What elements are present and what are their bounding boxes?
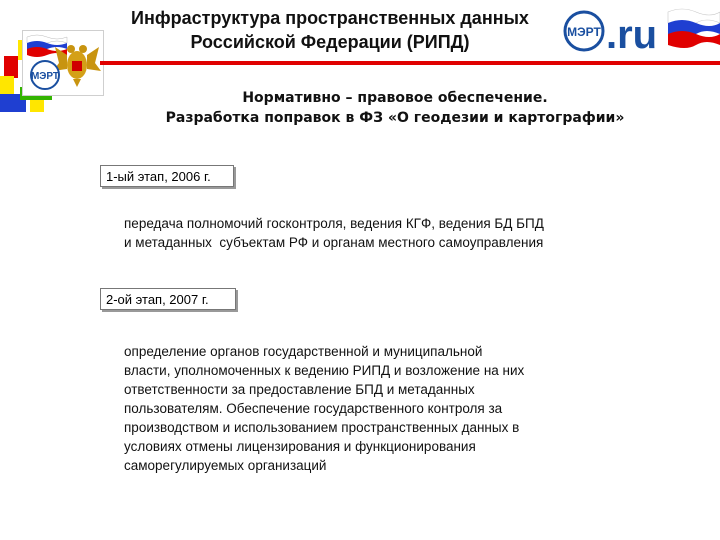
stage-1-label: 1-ый этап, 2006 г. bbox=[106, 169, 211, 184]
stage-2-label: 2-ой этап, 2007 г. bbox=[106, 292, 209, 307]
ministry-site-logo bbox=[560, 6, 720, 56]
slide-subtitle bbox=[150, 88, 640, 128]
stage-2-label-box bbox=[100, 288, 236, 310]
site-logo-monogram: МЭРТ bbox=[567, 25, 601, 39]
stage-2-text-line: саморегулируемых организаций bbox=[124, 458, 327, 473]
decor-square-yellow bbox=[30, 100, 44, 112]
slide-subtitle-line: Нормативно – правовое обеспечение. bbox=[242, 90, 548, 106]
ministry-emblem-logo bbox=[22, 30, 104, 96]
stage-1-text-line: передача полномочий госконтроля, ведения КГФ, ведения БД БПД bbox=[124, 216, 544, 231]
stage-1-text-line: и метаданных субъектам РФ и органам местного самоуправления bbox=[124, 235, 544, 250]
site-logo-icon bbox=[560, 6, 720, 56]
stage-1-label-box bbox=[100, 165, 234, 187]
emblem-icon bbox=[23, 31, 103, 95]
stage-2-text-line: ответственности за предоставление БПД и метаданных bbox=[124, 382, 475, 397]
decor-square-red bbox=[4, 56, 18, 78]
stage-2-text-line: определение органов государственной и муниципальной bbox=[124, 344, 483, 359]
page-title-line: Российской Федерации (РИПД) bbox=[190, 32, 470, 52]
stage-1-description bbox=[124, 214, 664, 252]
emblem-monogram: МЭРТ bbox=[30, 71, 60, 82]
slide-subtitle-line: Разработка поправок в ФЗ «О геодезии и картографии» bbox=[165, 110, 625, 126]
header-divider bbox=[100, 61, 720, 65]
stage-2-text-line: власти, уполномоченных к ведению РИПД и возложение на них bbox=[124, 363, 525, 378]
stage-2-text-line: пользователям. Обеспечение государственного контроля за bbox=[124, 401, 503, 416]
site-logo-domain: .ru bbox=[606, 13, 658, 56]
stage-2-text-line: условиях отмены лицензирования и функционирования bbox=[124, 439, 476, 454]
stage-2-description bbox=[124, 342, 624, 475]
page-title-line: Инфраструктура пространственных данных bbox=[131, 8, 529, 28]
decor-square-yellow bbox=[0, 76, 14, 94]
stage-2-text-line: производством и использованием пространственных данных в bbox=[124, 420, 520, 435]
page-title bbox=[100, 6, 560, 54]
